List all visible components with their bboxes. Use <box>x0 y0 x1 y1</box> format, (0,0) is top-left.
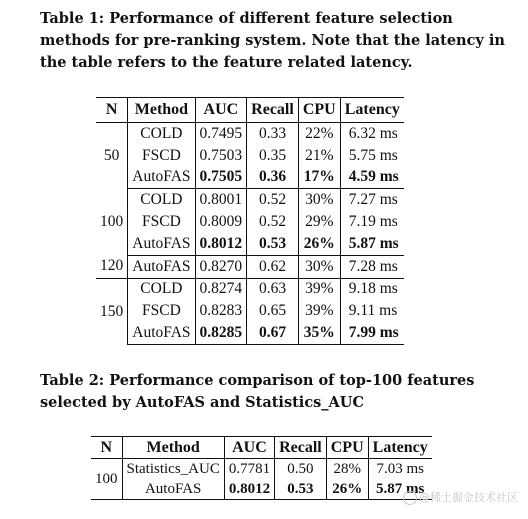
table-row <box>96 167 404 189</box>
cpu-cell: 28% <box>326 459 368 480</box>
recall-cell: 0.53 <box>275 479 327 500</box>
latency-cell: 5.87 ms <box>368 479 432 500</box>
table-row <box>96 300 404 322</box>
method-cell: Statistics_AUC <box>122 459 224 480</box>
cpu-cell: 39% <box>298 300 340 322</box>
recall-cell: 0.52 <box>247 211 299 233</box>
auc-cell: 0.7781 <box>224 459 274 480</box>
recall-cell: 0.35 <box>247 145 299 167</box>
table-row <box>91 479 432 500</box>
table1 <box>96 97 404 345</box>
header-method: Method <box>128 98 195 123</box>
watermark <box>403 489 518 505</box>
group-n: 120 <box>96 255 128 278</box>
recall-cell: 0.67 <box>247 322 299 344</box>
method-cell: COLD <box>128 189 195 211</box>
table-row <box>96 211 404 233</box>
header-method: Method <box>122 437 224 459</box>
recall-cell: 0.52 <box>247 189 299 211</box>
method-cell: AutoFAS <box>128 322 195 344</box>
header-auc: AUC <box>224 437 274 459</box>
table-row <box>96 233 404 255</box>
group-n: 150 <box>96 278 128 344</box>
cpu-cell: 30% <box>298 255 340 278</box>
table-row <box>96 145 404 167</box>
watermark-icon <box>403 491 417 505</box>
header-latency: Latency <box>340 98 404 123</box>
header-latency: Latency <box>368 437 432 459</box>
auc-cell: 0.8012 <box>224 479 274 500</box>
cpu-cell: 21% <box>298 145 340 167</box>
group-n: 100 <box>96 189 128 255</box>
cpu-cell: 17% <box>298 167 340 189</box>
table2-caption: Table 2: Performance comparison of top-100 features selected by AutoFAS and Statistics_AUC <box>40 372 475 411</box>
header-n: N <box>96 98 128 123</box>
recall-cell: 0.50 <box>275 459 327 480</box>
latency-cell: 7.28 ms <box>340 255 404 278</box>
auc-cell: 0.8009 <box>195 211 247 233</box>
latency-cell: 7.99 ms <box>340 322 404 344</box>
cpu-cell: 39% <box>298 278 340 300</box>
auc-cell: 0.8285 <box>195 322 247 344</box>
table-row <box>96 322 404 344</box>
watermark-text: @稀土掘金技术社区 <box>419 491 518 504</box>
auc-cell: 0.8270 <box>195 255 247 278</box>
header-auc: AUC <box>195 98 247 123</box>
header-recall: Recall <box>247 98 299 123</box>
method-cell: COLD <box>128 278 195 300</box>
table-row <box>96 123 404 145</box>
recall-cell: 0.65 <box>247 300 299 322</box>
method-cell: AutoFAS <box>128 233 195 255</box>
latency-cell: 5.87 ms <box>340 233 404 255</box>
header-cpu: CPU <box>326 437 368 459</box>
recall-cell: 0.53 <box>247 233 299 255</box>
header-recall: Recall <box>275 437 327 459</box>
group-n: 100 <box>91 459 122 500</box>
method-cell: FSCD <box>128 211 195 233</box>
auc-cell: 0.8012 <box>195 233 247 255</box>
auc-cell: 0.7503 <box>195 145 247 167</box>
cpu-cell: 29% <box>298 211 340 233</box>
header-n: N <box>91 437 122 459</box>
table1-caption: Table 1: Performance of different feature selection methods for pre-ranking system. Note that the latency in the table refers to the feature related latency. <box>40 10 505 71</box>
recall-cell: 0.63 <box>247 278 299 300</box>
latency-cell: 9.18 ms <box>348 280 398 298</box>
cpu-cell: 22% <box>298 123 340 145</box>
group-n: 50 <box>96 123 128 189</box>
latency-cell: 7.27 ms <box>348 191 398 209</box>
latency-cell: 9.11 ms <box>348 302 398 320</box>
latency-cell: 5.75 ms <box>348 146 398 164</box>
latency-cell: 7.03 ms <box>376 460 424 477</box>
cpu-cell: 26% <box>298 233 340 255</box>
method-cell: AutoFAS <box>122 479 224 500</box>
table-row <box>96 189 404 211</box>
table-row <box>96 278 404 300</box>
auc-cell: 0.7495 <box>195 123 247 145</box>
auc-cell: 0.8274 <box>195 278 247 300</box>
cpu-cell: 30% <box>298 189 340 211</box>
auc-cell: 0.8001 <box>195 189 247 211</box>
auc-cell: 0.8283 <box>195 300 247 322</box>
latency-cell: 6.32 ms <box>348 124 398 142</box>
recall-cell: 0.36 <box>247 167 299 189</box>
latency-cell: 7.19 ms <box>348 213 398 231</box>
latency-cell: 4.59 ms <box>340 167 404 189</box>
table-row <box>96 255 404 278</box>
cpu-cell: 26% <box>326 479 368 500</box>
method-cell: COLD <box>128 123 195 145</box>
method-cell: FSCD <box>128 145 195 167</box>
table2 <box>91 436 432 500</box>
recall-cell: 0.33 <box>247 123 299 145</box>
recall-cell: 0.62 <box>247 255 299 278</box>
auc-cell: 0.7505 <box>195 167 247 189</box>
header-cpu: CPU <box>298 98 340 123</box>
method-cell: AutoFAS <box>128 255 195 278</box>
table2-header-row <box>91 437 432 459</box>
cpu-cell: 35% <box>298 322 340 344</box>
table1-header-row <box>96 98 404 123</box>
method-cell: FSCD <box>128 300 195 322</box>
method-cell: AutoFAS <box>128 167 195 189</box>
table-row <box>91 459 432 480</box>
